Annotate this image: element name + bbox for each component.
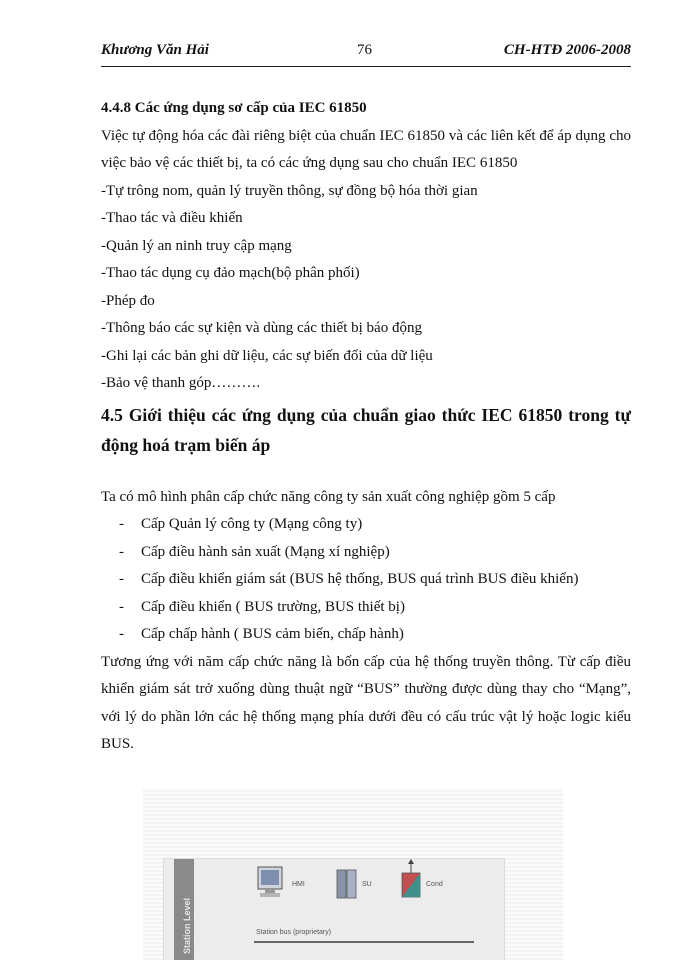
figure-panel — [163, 858, 505, 960]
application-item: -Quản lý an ninh truy cập mạng — [101, 237, 292, 254]
header-page-number: 76 — [357, 42, 372, 58]
application-item: -Tự trông nom, quản lý truyền thông, sự đồng bộ hóa thời gian — [101, 182, 478, 199]
section-45-heading: 4.5 Giới thiệu các ứng dụng của chuẩn giao thức IEC 61850 trong tự động hoá trạm biến áp — [101, 404, 631, 455]
level-label-main: Station Level — [182, 897, 192, 954]
control-unit-icon — [400, 859, 422, 901]
application-item: -Phép đo — [101, 292, 155, 309]
level-label-sub: n and control — [193, 897, 203, 954]
header-course: CH-HTĐ 2006-2008 — [503, 42, 631, 58]
section-45-intro: Ta có mô hình phân cấp chức năng công ty sản xuất công nghiệp gồm 5 cấp — [101, 488, 556, 505]
level-item: - Cấp điều hành sản xuất (Mạng xí nghiệp) — [101, 539, 631, 567]
header-author: Khương Văn Hải — [101, 42, 209, 58]
application-item: -Thao tác và điều khiển — [101, 210, 243, 226]
level-label — [182, 897, 204, 954]
level-item: - Cấp chấp hành ( BUS cảm biến, chấp hành) — [101, 621, 631, 649]
hmi-label: HMI — [292, 881, 305, 888]
hmi-computer-icon — [256, 865, 286, 899]
application-item: -Ghi lại các bản ghi dữ liệu, các sự biến đổi của dữ liệu — [101, 347, 433, 364]
application-item: -Thông báo các sự kiện và dùng các thiết bị báo động — [101, 320, 422, 336]
station-bus-line — [254, 941, 474, 943]
server-unit-icon — [336, 869, 358, 899]
level-bar — [174, 859, 203, 960]
application-item: -Thao tác dụng cụ đảo mạch(bộ phân phối) — [101, 265, 360, 281]
level-item: - Cấp điều khiển giám sát (BUS hệ thống, BUS quá trình BUS điều khiển) — [101, 566, 631, 594]
spacer — [101, 460, 631, 484]
cond-label: Cond — [426, 881, 443, 888]
section-45-conclusion: Tương ứng với năm cấp chức năng là bốn cấp của hệ thống truyền thông. Từ cấp điều khiển giám sát trở xuống dùng thuật ngữ “BUS” thường được dùng thay cho “Mạng”, với lý do phần lớn các hệ thống mạng phía dưới đều có cấu trúc vật lý hoặc logic kiểu BUS. — [101, 653, 631, 752]
section-448-heading: 4.4.8 Các ứng dụng sơ cấp của IEC 61850 — [101, 100, 367, 116]
section-448-intro: Việc tự động hóa các đài riêng biệt của chuẩn IEC 61850 và các liên kết để áp dụng cho việc bảo vệ các thiết bị, ta có các ứng dụng sau cho chuẩn IEC 61850 — [101, 127, 631, 171]
level-item: - Cấp điều khiển ( BUS trường, BUS thiết bị) — [101, 594, 631, 622]
application-item: -Bảo vệ thanh góp………. — [101, 375, 261, 391]
station-level-figure — [143, 788, 563, 960]
level-item: - Cấp Quản lý công ty (Mạng công ty) — [101, 511, 631, 539]
station-bus-label: Station bus (proprietary) — [256, 929, 332, 936]
page-content — [101, 95, 631, 759]
page-header — [101, 40, 631, 67]
level-list — [101, 511, 631, 649]
su-label: SU — [362, 881, 372, 888]
